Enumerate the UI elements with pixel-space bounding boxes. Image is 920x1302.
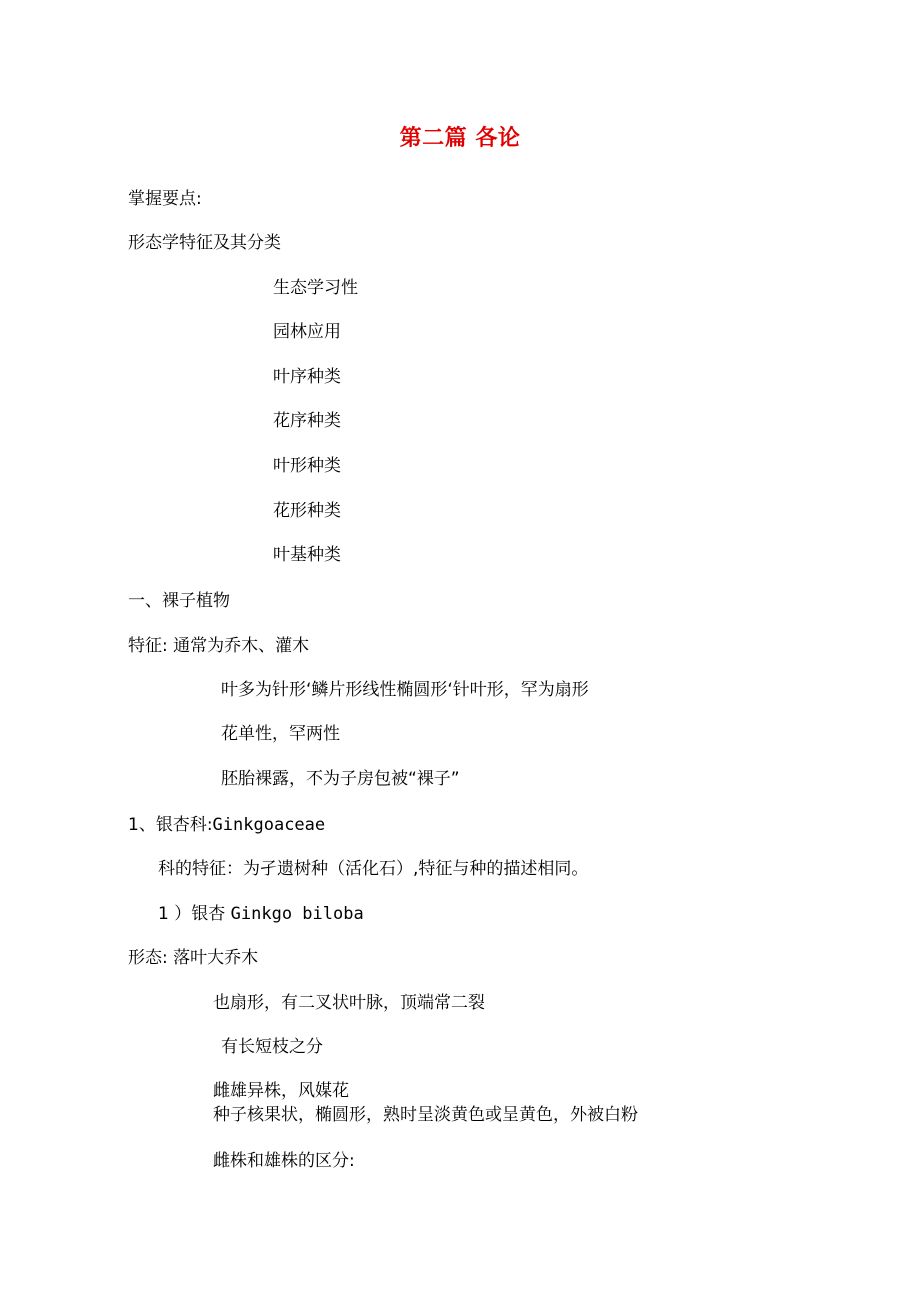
family-features: 科的特征：为孑遗树种（活化石）,特征与种的描述相同。 (158, 859, 589, 879)
key-points-label: 掌握要点: (128, 189, 202, 209)
morphology-item: 种子核果状，椭圆形，熟时呈淡黄色或呈黄色，外被白粉 (213, 1105, 638, 1125)
morphology-item: 雌株和雄株的区分: (213, 1151, 355, 1171)
morphology-line: 形态: 落叶大乔木 (128, 948, 259, 968)
species-latin-name: Ginkgo biloba (230, 904, 364, 924)
key-point-item: 叶基种类 (273, 545, 341, 565)
morphology-item: 有长短枝之分 (221, 1037, 323, 1057)
family-heading-latin: Ginkgoaceae (212, 815, 326, 835)
key-point-item: 生态学习性 (273, 278, 358, 298)
feature-item: 叶多为针形‘鳞片形线性椭圆形‘针叶形，罕为扇形 (221, 680, 589, 700)
morphology-item: 也扇形，有二叉状叶脉，顶端常二裂 (213, 993, 485, 1013)
morphology-item: 雌雄异株，风媒花 (213, 1081, 349, 1101)
family-heading-prefix: 1、银杏科: (128, 815, 213, 835)
key-point-item: 花形种类 (273, 501, 341, 521)
feature-item: 胚胎裸露，不为子房包被“裸子” (221, 769, 460, 789)
species-heading-prefix: 1 ）银杏 (158, 904, 226, 924)
section-heading: 一、裸子植物 (128, 591, 230, 611)
feature-item: 花单性，罕两性 (221, 724, 340, 744)
page-title: 第二篇 各论 (399, 126, 521, 151)
key-point-item: 花序种类 (273, 411, 341, 431)
features-line: 特征: 通常为乔木、灌木 (128, 636, 310, 656)
family-heading (128, 814, 325, 836)
key-point-item: 叶形种类 (273, 456, 341, 476)
key-points-main: 形态学特征及其分类 (128, 233, 281, 253)
key-point-item: 叶序种类 (273, 367, 341, 387)
key-point-item: 园林应用 (273, 322, 341, 342)
species-heading (158, 903, 364, 925)
